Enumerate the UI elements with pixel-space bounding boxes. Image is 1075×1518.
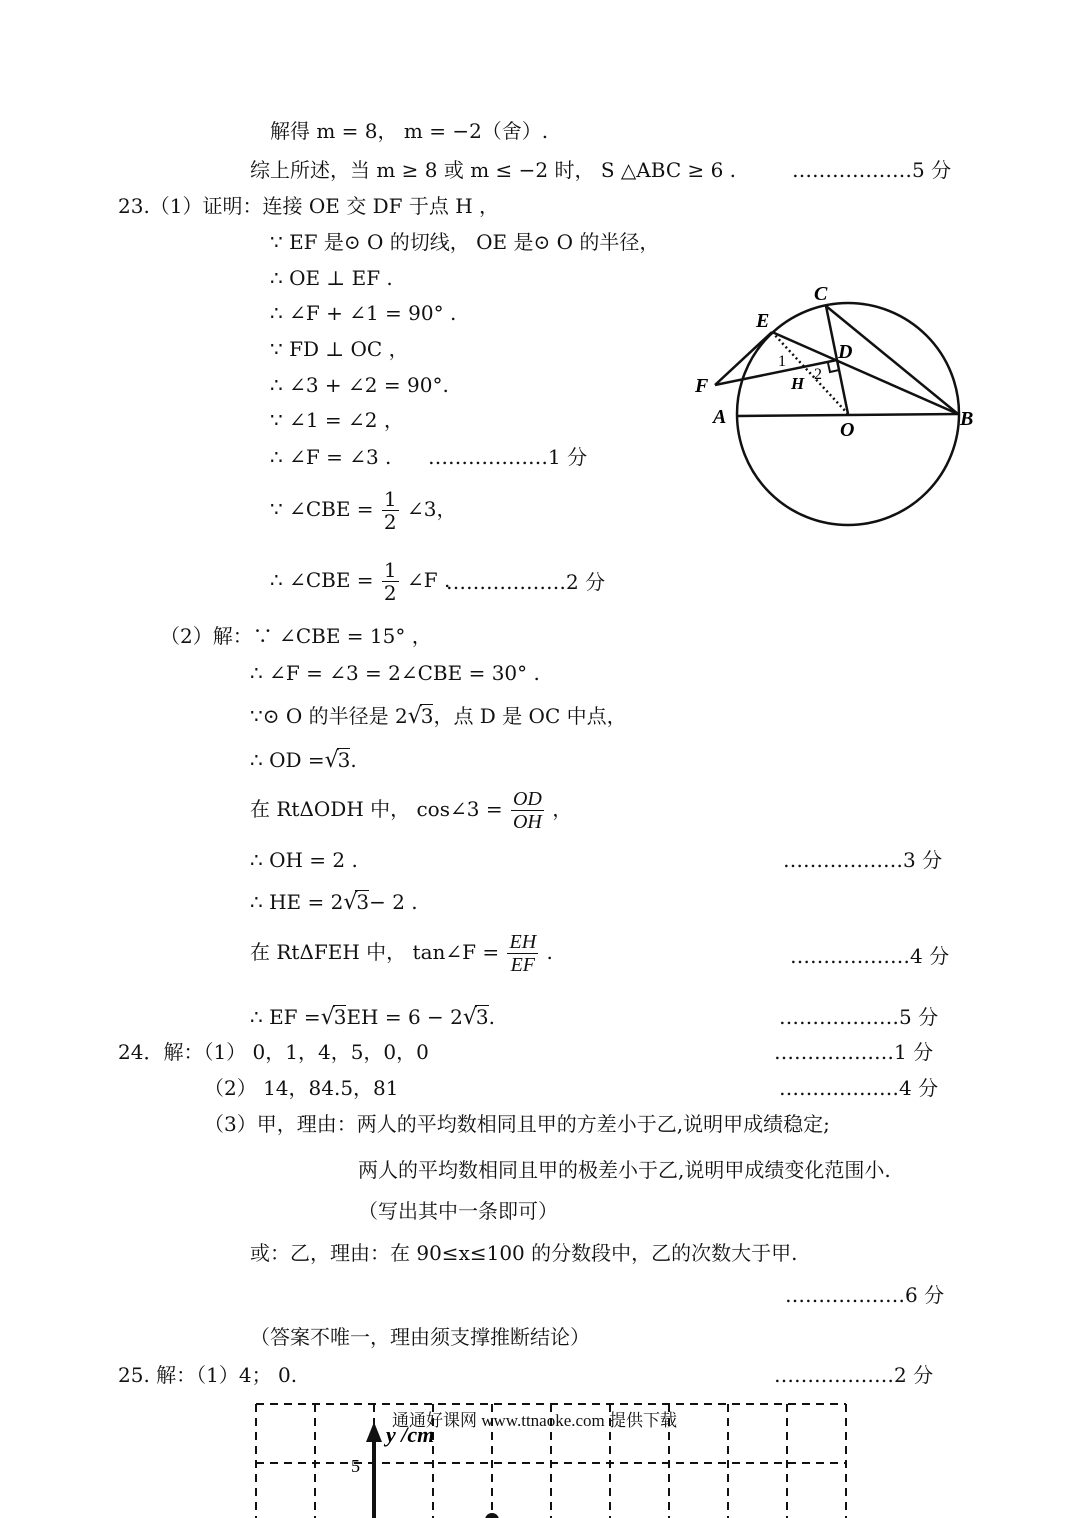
fraction-half-2: $\frac{1}{2}$ [383,558,397,605]
label-b: B [960,408,974,430]
proof-line-8-rhs: ∠3， [407,497,457,521]
fraction-half: $\frac{1}{2}$ [383,487,397,534]
label-angle-1: 1 [778,353,786,370]
q25-part1: 25. 解：（1）4； 0. [118,1363,298,1387]
summary-line: 综上所述，当 m ≥ 8 或 m ≤ −2 时， S △ABC ≥ 6 . [250,158,737,182]
solve-m-line: 解得 m = 8， m = −2（舍）. [270,119,549,143]
score-24-2: ………………4 分 [779,1076,939,1100]
score-23-5: ………………5 分 [779,1005,939,1029]
sol-line-4: 在 RtΔODH 中， cos∠3 = $\frac{OD}{OH}$ ， [250,788,573,833]
q24-reason-2: 两人的平均数相同且甲的极差小于乙,说明甲成绩变化范围小. [358,1158,891,1182]
q24-note: （写出其中一条即可） [358,1199,558,1223]
sol-line-6: ∴ HE = 2√3− 2 . [250,890,418,915]
score-23-2: ………………2 分 [446,570,606,594]
sol-line-8: ∴ EF =√3EH = 6 − 2√3. [250,1005,496,1030]
proof-line-9-rhs: ∠F . [407,568,451,592]
q24-part2: （2） 14，84.5，81 [204,1076,399,1100]
sol-line-7: 在 RtΔFEH 中， tan∠F = $\frac{EH}{EF}$ . [250,931,553,976]
y-axis-arrow-icon [366,1422,382,1442]
proof-line-2: ∴ OE ⊥ EF . [270,266,393,290]
y-axis-label: y /cm [386,1422,435,1447]
proof-line-6: ∵ ∠1 = ∠2 ， [270,408,404,432]
segment-eo-dotted [772,332,848,414]
label-d: D [838,341,853,363]
score-23-4: ………………4 分 [790,944,950,968]
score-22: ………………5 分 [792,158,952,182]
score-24-1: ………………1 分 [774,1040,934,1064]
circle-geometry-figure [690,278,990,538]
label-o: O [840,419,855,441]
sol-line-5: ∴ OH = 2 . [250,848,358,872]
label-f: F [695,375,709,397]
score-25-1: ………………2 分 [774,1363,934,1387]
q23-part2-heading: （2）解：∵ ∠CBE = 15° ， [160,624,432,648]
proof-line-1: ∵ EF 是⊙ O 的切线， OE 是⊙ O 的半径， [270,230,660,254]
sol-line-1: ∴ ∠F = ∠3 = 2∠CBE = 30° . [250,661,540,685]
label-h: H [791,374,805,393]
y-tick-5: 5 [351,1456,360,1476]
proof-line-5: ∴ ∠3 + ∠2 = 90°. [270,373,449,397]
proof-line-9 [270,559,450,604]
segment-eb [772,332,958,414]
q24-part3: （3）甲，理由：两人的平均数相同且甲的方差小于乙,说明甲成绩稳定; [204,1112,830,1136]
label-a: A [713,406,727,428]
label-angle-2: 2 [814,366,822,383]
score-23-1: ………………1 分 [428,445,588,469]
score-23-3: ………………3 分 [783,848,943,872]
q24-remark: （答案不唯一，理由须支撑推断结论） [250,1325,590,1349]
label-c: C [814,283,828,305]
sqrt-3: 3 [420,704,434,728]
proof-line-7: ∴ ∠F = ∠3 . [270,445,392,469]
proof-line-3: ∴ ∠F + ∠1 = 90° . [270,301,457,325]
q24-alt-answer: 或：乙，理由：在 90≤x≤100 的分数段中，乙的次数大于甲. [250,1241,798,1265]
sol-line-3: ∴ OD =√3. [250,748,357,773]
footer-watermark: 通通好课网 www.ttnaoke.com 提供下载 [392,1411,678,1430]
label-e: E [756,310,770,332]
fraction-tan: $\frac{EH}{EF}$ [509,931,537,976]
fraction-cos: $\frac{OD}{OH}$ [512,788,542,833]
proof-line-8-lhs: ∵ ∠CBE = [270,497,374,521]
proof-line-8 [270,488,457,533]
q23-part1-heading: 23.（1）证明：连接 OE 交 DF 于点 H ， [118,194,500,218]
data-point [485,1513,499,1518]
score-24-3: ………………6 分 [785,1283,945,1307]
sol-line-2: ∵⊙ O 的半径是 2√3，点 D 是 OC 中点， [250,704,627,729]
proof-line-4: ∵ FD ⊥ OC ， [270,337,409,361]
proof-line-9-lhs: ∴ ∠CBE = [270,568,374,592]
q24-part1: 24．解：（1） 0，1，4，5，0，0 [118,1040,429,1064]
